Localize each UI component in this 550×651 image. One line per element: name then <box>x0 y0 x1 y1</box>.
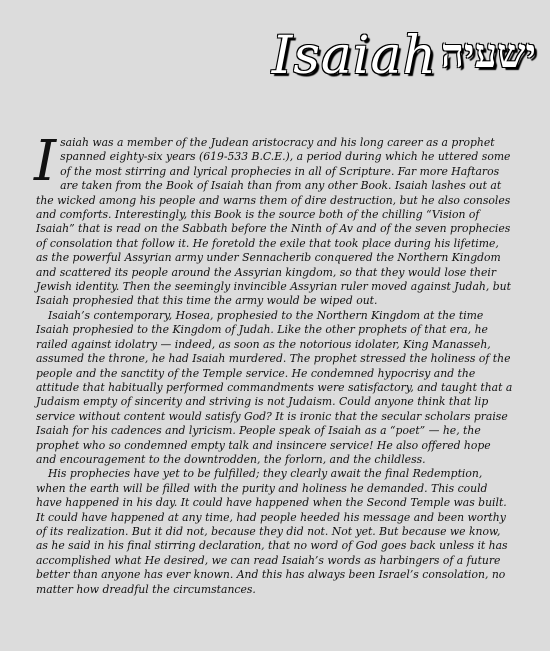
page-header <box>271 26 536 86</box>
paragraph-2: Isaiah’s contemporary, Hosea, prophesied to the Northern Kingdom at the time Isaiah prophesied to the Kingdom of Judah. Like the other prophets of that era, he railed against idolatry — indeed, as soon as the notorious idolater, King Manasseh, assumed the throne, he had Isaiah murdered. The prophet stressed the holiness of the people and the sanctity of the Temple service. He condemned hypocrisy and the attitude that habitually performed commandments were satisfactory, and taught that a Judaism empty of sincerity and striving is not Judaism. Could anyone think that lip service without content would satisfy God? It is ironic that the secular scholars praise Isaiah for his cadences and lyricism. People speak of Isaiah as a “poet” — he, the prophet who so condemned empty talk and insincere service! He also offered hope and encouragement to the downtrodden, the forlorn, and the childless. <box>36 308 513 466</box>
drop-cap: I <box>34 129 57 194</box>
article-body <box>34 129 514 597</box>
page-title-hebrew: ישעיה <box>441 30 536 77</box>
paragraph-1-text: saiah was a member of the Judean aristocracy and his long career as a prophet spanned eighty-six years (619-533 B.C.E.), a period during which he uttered some of the most stirring and lyrical prophecies in all of Scripture. Far more Haftaros are taken from the Book of Isaiah than from any other Book. Isaiah lashes out at the wicked among his people and warns them of dire destruction, but he also consoles and comforts. Interestingly, this Book is the source both of the chilling “Vision of Isaiah” that is read on the Sabbath before the Ninth of Av and of the seven prophecies of consolation that follow it. He foretold the exile that took place during his lifetime, as the powerful Assyrian army under Sennacherib conquered the Northern Kingdom and scattered its people around the Assyrian kingdom, so that they would lose their Jewish identity. Then the seemingly invincible Assyrian ruler moved against Judah, but Isaiah prophesied that this time the army would be wiped out. <box>36 136 511 308</box>
paragraph-3: His prophecies have yet to be fulfilled; they clearly await the final Redemption, when the earth will be filled with the purity and holiness he demanded. This could have happened in his day. It could have happened when the Second Temple was built. It could have happened at any time, had people heeded his message and been worthy of its realization. But it did not, because they did not. Not yet. But because we know, as he said in his final stirring declaration, that no word of God goes back unless it has accomplished what He desired, we can read Isaiah’s words as harbingers of a future better than anyone has ever known. And this has always been Israel’s consolation, no matter how dreadful the circumstances. <box>36 467 508 596</box>
page-title: Isaiah <box>271 26 438 86</box>
paragraph-1 <box>34 129 514 309</box>
